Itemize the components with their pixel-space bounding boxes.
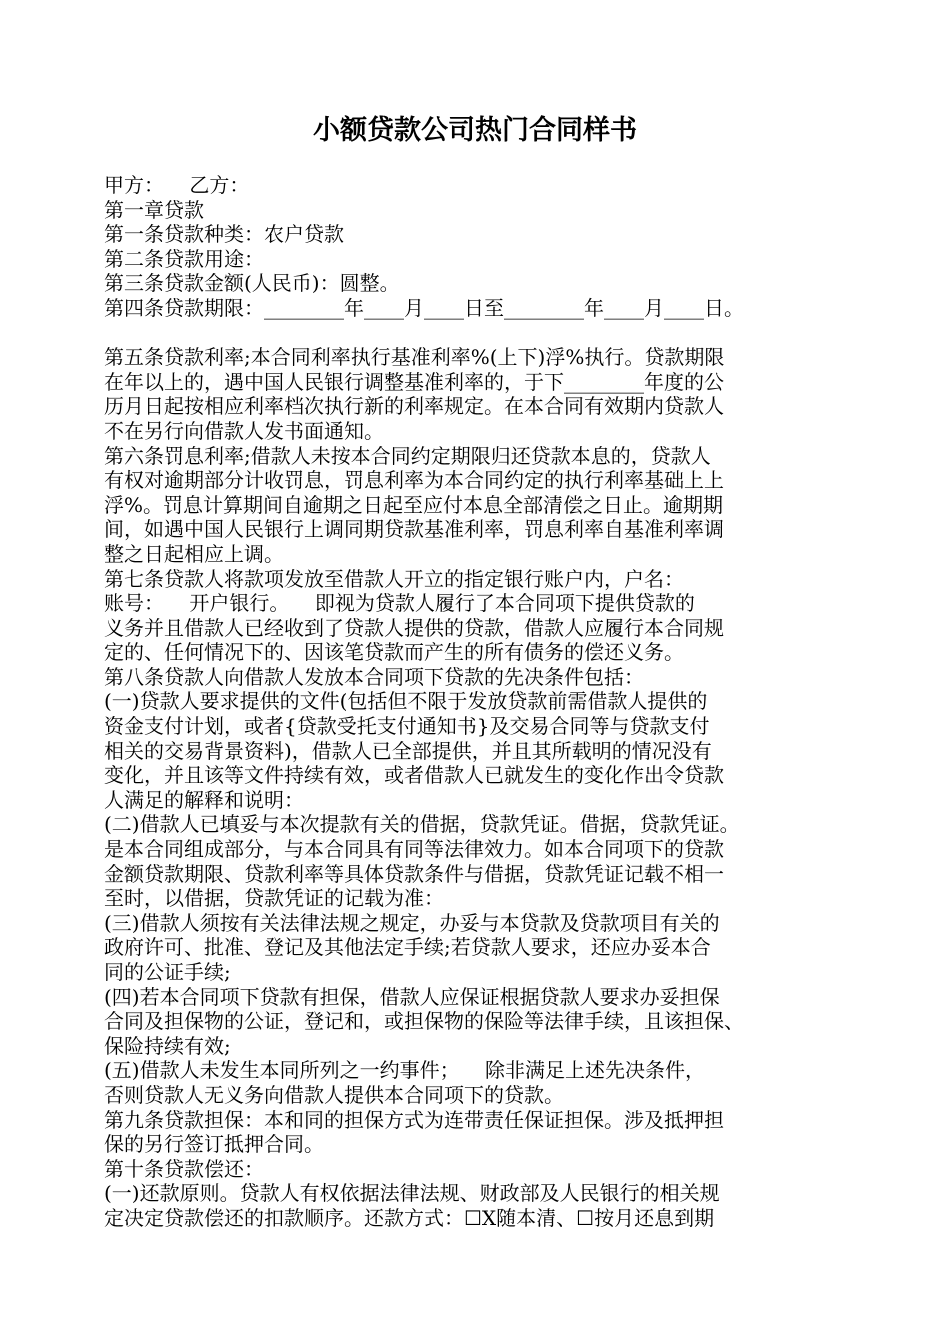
party-line: 甲方： 乙方： xyxy=(104,173,250,197)
article-line: 合同及担保物的公证，登记和，或担保物的保险等法律手续，且该担保、 xyxy=(104,1009,744,1034)
article-line: 定决定贷款偿还的扣款顺序。还款方式：☐X随本清、☐按月还息到期 xyxy=(104,1205,715,1230)
document-title: 小额贷款公司热门合同样书 xyxy=(313,115,637,146)
article-line: 有权对逾期部分计收罚息，罚息利率为本合同约定的执行利率基础上上 xyxy=(104,468,724,493)
article-line: 定的、任何情况下的、因该笔贷款而产生的所有债务的偿还义务。 xyxy=(104,640,684,665)
chapter-heading: 第一章贷款 xyxy=(104,197,204,222)
article-line: 第十条贷款偿还： xyxy=(104,1156,264,1181)
article-line: 第八条贷款人向借款人发放本合同项下贷款的先决条件包括： xyxy=(104,664,644,689)
article-line: 政府许可、批准、登记及其他法定手续;若贷款人要求，还应办妥本合 xyxy=(104,935,711,960)
article-line: (一)还款原则。贷款人有权依据法律法规、财政部及人民银行的相关规 xyxy=(104,1181,720,1206)
article-line: 第五条贷款利率;本合同利率执行基准利率%(上下)浮%执行。贷款期限 xyxy=(104,345,725,370)
article-line: 资金支付计划，或者{贷款受托支付通知书}及交易合同等与贷款支付 xyxy=(104,714,710,739)
contract-body xyxy=(104,173,864,1231)
article-line: (一)贷款人要求提供的文件(包括但不限于发放贷款前需借款人提供的 xyxy=(104,689,708,714)
article-line: 账号： 开户银行。 即视为贷款人履行了本合同项下提供贷款的 xyxy=(104,591,695,616)
article-line: 第九条贷款担保：本和同的担保方式为连带责任保证担保。涉及抵押担 xyxy=(104,1107,724,1132)
article-line: 义务并且借款人已经收到了贷款人提供的贷款，借款人应履行本合同规 xyxy=(104,615,724,640)
article-line: 在年以上的，遇中国人民银行调整基准利率的，于下________年度的公 xyxy=(104,369,724,394)
article-line: 变化，并且该等文件持续有效，或者借款人已就发生的变化作出令贷款 xyxy=(104,763,724,788)
paragraph-gap xyxy=(104,321,864,346)
article-line: 浮%。罚息计算期间自逾期之日起至应付本息全部清偿之日止。逾期期 xyxy=(104,492,724,517)
article-line: 至时，以借据，贷款凭证的记载为准： xyxy=(104,886,444,911)
article-line: (五)借款人未发生本同所列之一约事件； 除非满足上述先决条件， xyxy=(104,1058,706,1083)
article-line: 第四条贷款期限：________年____月____日至________年____月____日。 xyxy=(104,295,744,320)
article-line: 保险持续有效; xyxy=(104,1033,231,1058)
article-line: 间，如遇中国人民银行上调同期贷款基准利率，罚息利率自基准利率调 xyxy=(104,517,724,542)
article-line: 第一条贷款种类：农户贷款 xyxy=(104,222,344,247)
article-line: 人满足的解释和说明： xyxy=(104,787,304,812)
article-line: (四)若本合同项下贷款有担保，借款人应保证根据贷款人要求办妥担保 xyxy=(104,984,720,1009)
article-line: (三)借款人须按有关法律法规之规定，办妥与本贷款及贷款项目有关的 xyxy=(104,910,720,935)
article-line: 金额贷款期限、贷款利率等具体贷款条件与借据，贷款凭证记载不相一 xyxy=(104,861,724,886)
article-line: 历月日起按相应利率档次执行新的利率规定。在本合同有效期内贷款人 xyxy=(104,394,724,419)
article-line: 第七条贷款人将款项发放至借款人开立的指定银行账户内，户名： xyxy=(104,566,684,591)
article-line: 第三条贷款金额(人民币)：圆整。 xyxy=(104,271,400,296)
article-line: 第二条贷款用途： xyxy=(104,246,264,271)
article-line: (二)借款人已填妥与本次提款有关的借据，贷款凭证。借据，贷款凭证。 xyxy=(104,812,740,837)
article-line: 整之日起相应上调。 xyxy=(104,541,284,566)
article-line: 否则贷款人无义务向借款人提供本合同项下的贷款。 xyxy=(104,1082,564,1107)
article-line: 第六条罚息利率;借款人未按本合同约定期限归还贷款本息的，贷款人 xyxy=(104,443,711,468)
article-line: 不在另行向借款人发书面通知。 xyxy=(104,418,384,443)
article-line: 是本合同组成部分，与本合同具有同等法律效力。如本合同项下的贷款 xyxy=(104,837,724,862)
article-line: 同的公证手续; xyxy=(104,960,231,984)
article-line: 相关的交易背景资料)，借款人已全部提供，并且其所载明的情况没有 xyxy=(104,738,712,763)
article-line: 保的另行签订抵押合同。 xyxy=(104,1132,324,1157)
